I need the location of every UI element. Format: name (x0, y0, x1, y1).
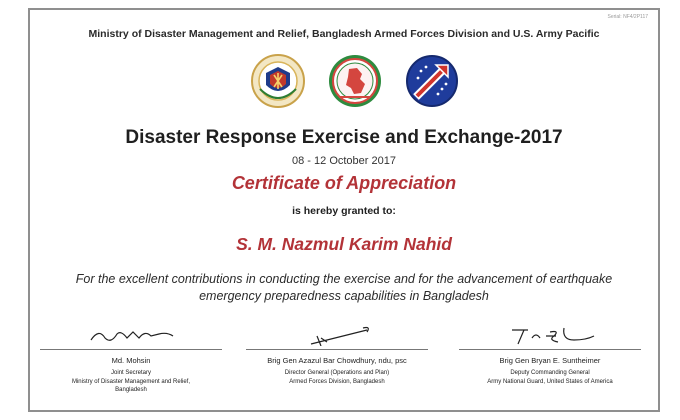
certificate-frame (28, 8, 660, 412)
handwritten-signature-3 (490, 324, 610, 346)
event-title: Disaster Response Exercise and Exchange-2017 (125, 127, 563, 148)
signature-line (459, 349, 641, 350)
issuing-authorities: Ministry of Disaster Management and Relief, Bangladesh Armed Forces Division and U.S. Army Pacific (88, 28, 600, 40)
bangladesh-government-seal-icon (327, 53, 383, 109)
signatory-name: Brig Gen Azazul Bar Chowdhury, ndu, psc (267, 356, 407, 365)
logo-row (30, 53, 658, 109)
signatory-title: Director General (Operations and Plan) Armed Forces Division, Bangladesh (284, 370, 390, 385)
serial-number: Serial: NF4/2P117 (607, 14, 648, 20)
signatory-name: Brig Gen Bryan E. Suntheimer (499, 356, 601, 365)
signatory-name: Md. Mohsin (111, 356, 151, 365)
signatory-title: Deputy Commanding General Army National Guard, United States of America (487, 370, 613, 385)
armed-forces-division-emblem-icon (250, 53, 306, 109)
signature-block-3 (455, 324, 645, 386)
us-army-pacific-emblem-icon (404, 53, 460, 109)
signature-line (40, 349, 222, 350)
signature-line (246, 349, 428, 350)
signature-block-2 (242, 324, 432, 386)
granted-text: is hereby granted to: (292, 205, 396, 217)
certificate-heading: Certificate of Appreciation (231, 173, 457, 193)
event-dates: 08 - 12 October 2017 (292, 155, 396, 167)
handwritten-signature-1 (71, 324, 191, 346)
signatory-title: Joint Secretary Ministry of Disaster Management and Relief, Bangladesh (71, 370, 191, 393)
handwritten-signature-2 (277, 324, 397, 346)
citation-text: For the excellent contributions in conducting the exercise and for the advancement of earthquake emergency preparedness capabilities in Bangladesh (75, 272, 613, 303)
recipient-name: S. M. Nazmul Karim Nahid (236, 234, 452, 254)
signature-block-1 (36, 324, 226, 395)
